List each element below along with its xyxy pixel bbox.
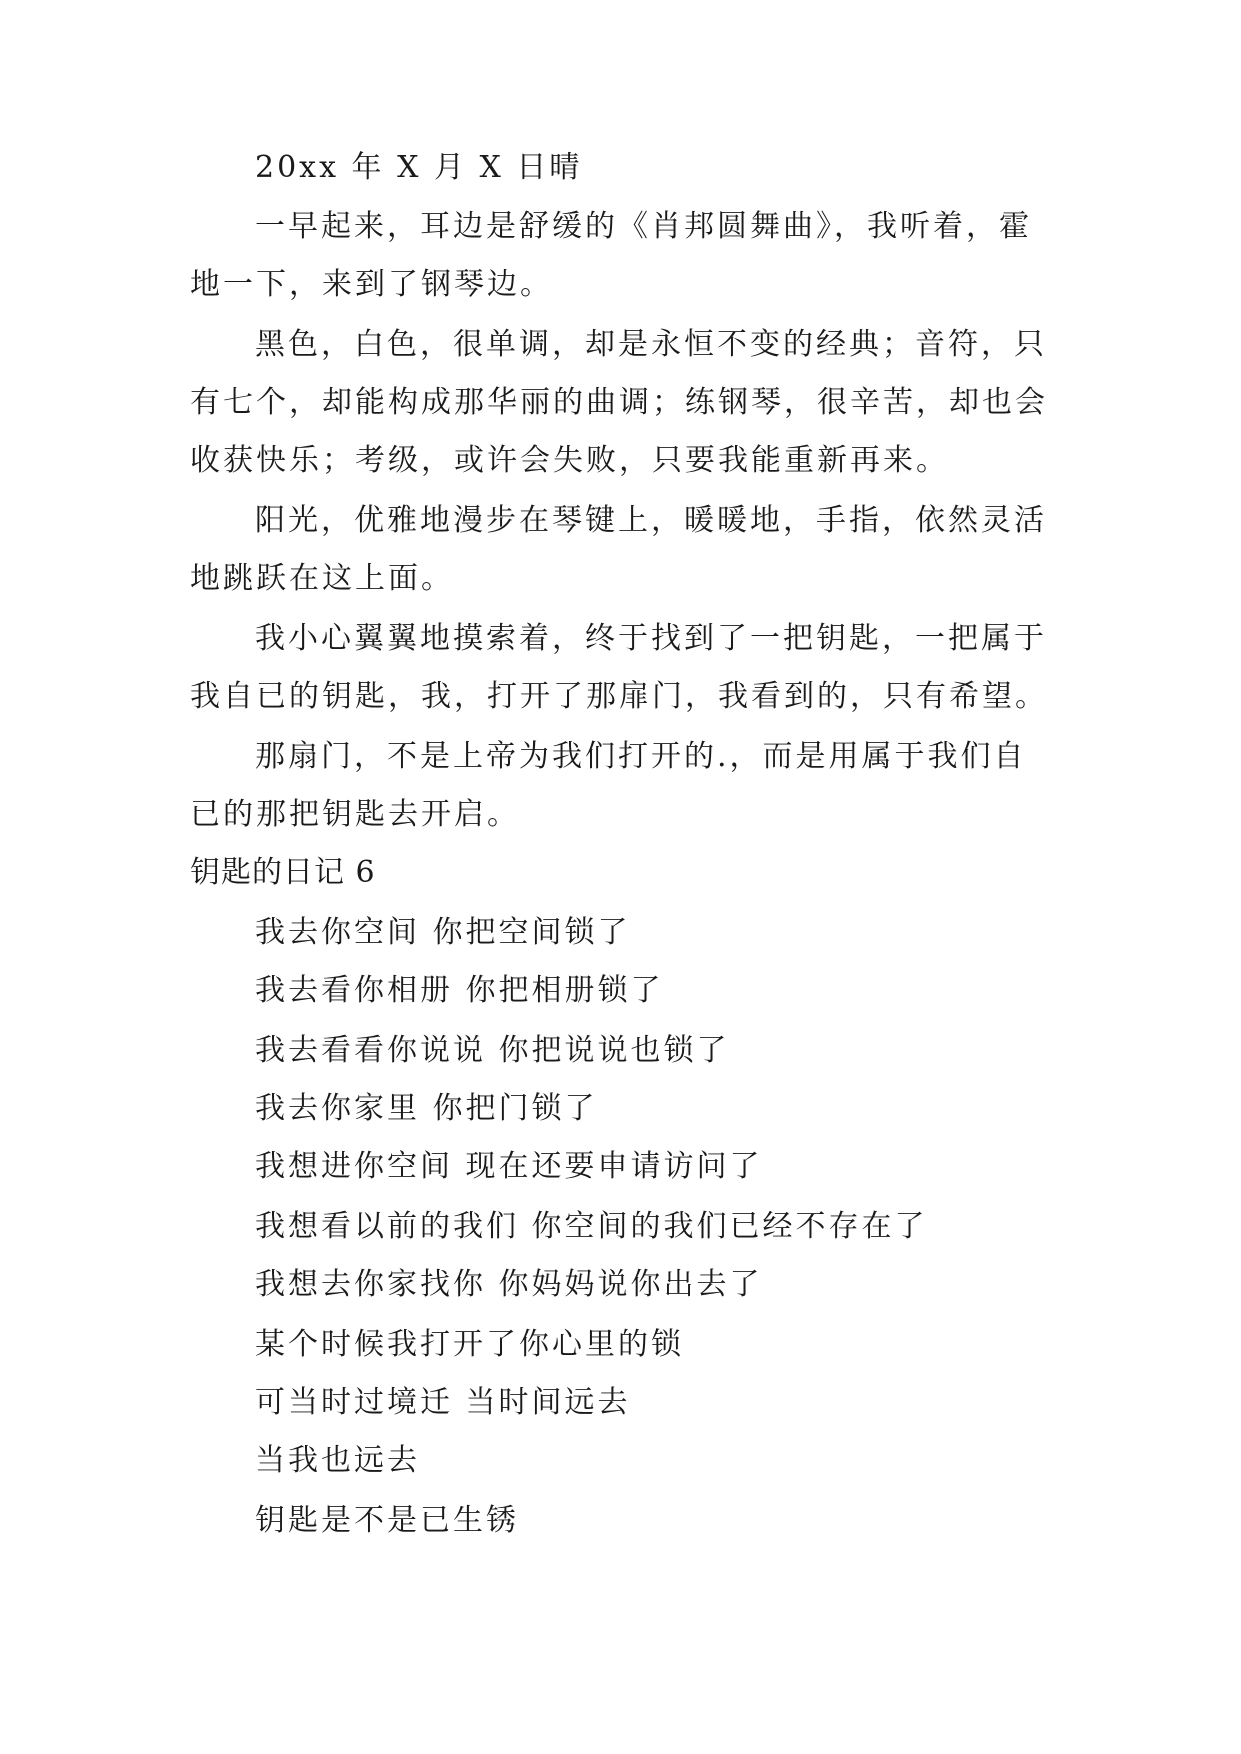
paragraph-line: 黑色，白色，很单调，却是永恒不变的经典；音符，只 (255, 327, 1047, 362)
paragraph-line: 已的那把钥匙去开启。 (190, 797, 520, 832)
poem-line: 我去你空间 你把空间锁了 (255, 915, 631, 950)
diary-date-line: 20xx 年 X 月 X 日晴 (255, 150, 583, 185)
paragraph-line: 地一下，来到了钢琴边。 (190, 267, 553, 302)
paragraph-line: 我小心翼翼地摸索着，终于找到了一把钥匙，一把属于 (255, 621, 1047, 656)
paragraph-line: 收获快乐；考级，或许会失败，只要我能重新再来。 (190, 443, 949, 478)
poem-line: 我去你家里 你把门锁了 (255, 1091, 598, 1126)
section-title: 钥匙的日记 6 (190, 855, 376, 890)
poem-line: 某个时候我打开了你心里的锁 (255, 1327, 684, 1362)
poem-line: 钥匙是不是已生锈 (255, 1503, 519, 1538)
poem-line: 我去看看你说说 你把说说也锁了 (255, 1033, 730, 1068)
paragraph-line: 我自已的钥匙，我，打开了那扉门，我看到的，只有希望。 (190, 679, 1048, 714)
paragraph-line: 阳光，优雅地漫步在琴键上，暖暖地，手指，依然灵活 (255, 503, 1047, 538)
poem-line: 我想去你家找你 你妈妈说你出去了 (255, 1267, 763, 1302)
poem-line: 我想进你空间 现在还要申请访问了 (255, 1149, 763, 1184)
poem-line: 当我也远去 (255, 1443, 420, 1478)
paragraph-line: 地跳跃在这上面。 (190, 561, 454, 596)
poem-line: 我想看以前的我们 你空间的我们已经不存在了 (255, 1209, 928, 1244)
poem-line: 我去看你相册 你把相册锁了 (255, 973, 664, 1008)
paragraph-line: 有七个，却能构成那华丽的曲调；练钢琴，很辛苦，却也会 (190, 385, 1048, 420)
poem-line: 可当时过境迁 当时间远去 (255, 1385, 631, 1420)
paragraph-line: 一早起来，耳边是舒缓的《肖邦圆舞曲》，我听着，霍 (255, 209, 1032, 244)
paragraph-line: 那扇门，不是上帝为我们打开的.，而是用属于我们自 (255, 739, 1027, 774)
